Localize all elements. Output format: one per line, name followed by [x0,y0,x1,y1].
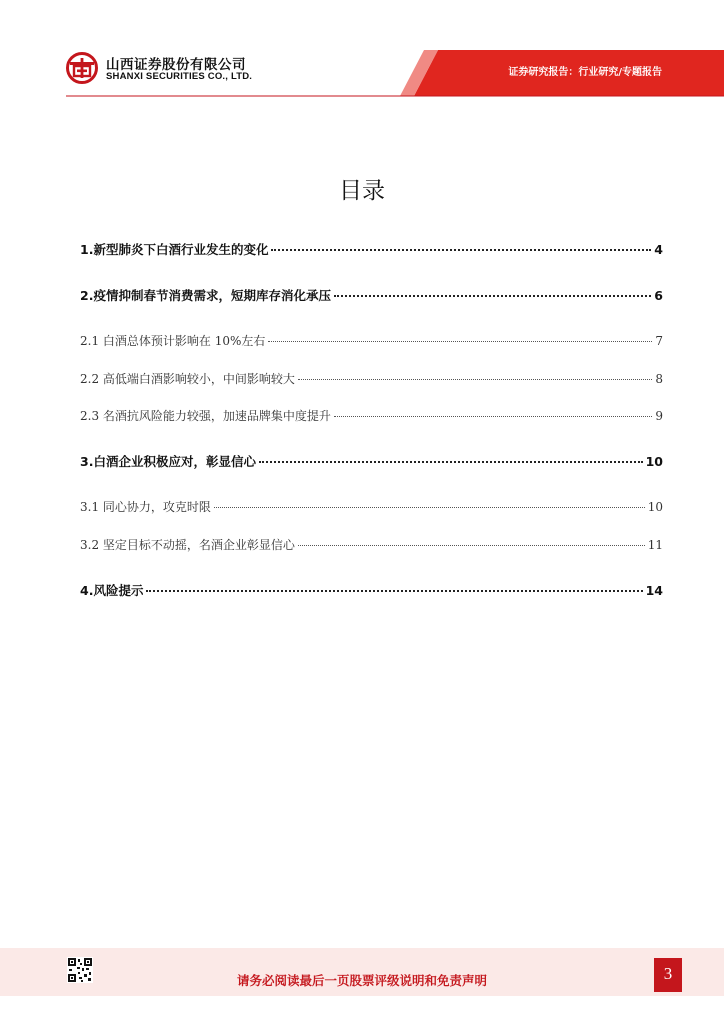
toc-leader-dots [146,590,642,592]
toc-entry-3-2[interactable] [80,536,663,553]
toc-entry-1[interactable] [80,240,663,258]
toc-leader-dots [334,295,651,297]
company-name-en: SHANXI SECURITIES CO., LTD. [106,71,253,82]
toc-entry-label: 4.风险提示 [80,583,144,598]
toc-entry-label: 2.2 高低端白酒影响较小，中间影响较大 [80,372,295,386]
toc-entry-3-1[interactable] [80,498,663,515]
toc-entry-label: 3.白酒企业积极应对，彰显信心 [80,454,256,469]
toc-leader-dots [268,341,652,342]
toc-entry-page: 4 [654,242,663,257]
toc-entry-label: 3.1 同心协力，攻克时限 [80,500,211,514]
page-number: 3 [663,964,673,983]
toc-entry-label: 2.3 名酒抗风险能力较强，加速品牌集中度提升 [80,409,331,423]
toc-entry-label: 3.2 坚定目标不动摇，名酒企业彰显信心 [80,538,295,552]
toc-entry-page: 10 [647,500,663,514]
report-type-label: 证券研究报告：行业研究/专题报告 [508,67,662,78]
toc-entry-label: 1.新型肺炎下白酒行业发生的变化 [80,242,269,257]
toc-entry-page: 14 [645,583,663,598]
toc-entry-2[interactable] [80,286,663,304]
company-name-cn: 山西证券股份有限公司 [106,57,246,73]
toc-entry-page: 7 [655,334,663,348]
toc-entry-page: 9 [655,409,663,423]
toc-leader-dots [214,507,645,508]
toc-entry-2-2[interactable] [80,370,663,387]
header-banner [0,0,724,100]
toc-leader-dots [298,545,645,546]
toc-entry-page: 6 [654,288,663,303]
toc-entry-label: 2.疫情抑制春节消费需求，短期库存消化承压 [80,288,331,303]
toc-leader-dots [271,249,651,251]
footer-disclaimer: 请务必阅读最后一页股票评级说明和免责声明 [236,973,487,988]
toc-entry-page: 11 [647,538,663,552]
toc-entry-3[interactable] [80,452,663,470]
toc-entry-4[interactable] [80,581,663,599]
toc-entry-label: 2.1 白酒总体预计影响在 10%左右 [80,334,266,348]
toc-leader-dots [259,461,643,463]
toc-leader-dots [334,416,652,417]
toc-leader-dots [298,379,652,380]
page-header [0,0,724,100]
shanxi-securities-logo-icon [66,52,98,84]
toc-entry-2-1[interactable] [80,332,663,349]
toc-entry-page: 8 [655,372,663,386]
toc-entry-page: 10 [645,454,663,469]
toc-entry-2-3[interactable] [80,407,663,424]
toc-title: 目录 [339,178,385,204]
